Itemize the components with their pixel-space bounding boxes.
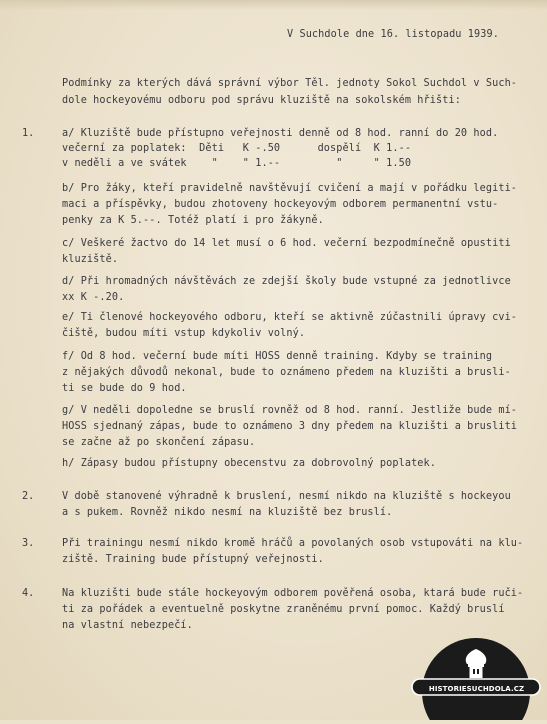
clause-d-line-1: d/ Při hromadných návštěvách ze zdejší školy bude vstupné za jednotlivce xyxy=(62,276,511,287)
date-line: V Suchdole dne 16. listopadu 1939. xyxy=(287,29,499,40)
section-number-1: 1. xyxy=(22,128,35,139)
church-tower-icon xyxy=(406,636,547,720)
section-2-line-1: V době stanovené výhradně k bruslení, nesmí nikdo na kluziště s hockeyou xyxy=(62,491,511,502)
intro-line-1: Podmínky za kterých dává správní výbor Těl. jednoty Sokol Suchdol v Such- xyxy=(62,78,518,89)
clause-f-line-3: ti se bude do 9 hod. xyxy=(62,383,187,394)
intro-line-2: dole hockeyovému odboru pod správu kluziště na sokolském hřišti: xyxy=(62,95,461,106)
clause-a-line-1: a/ Kluziště bude přístupno veřejnosti denně od 8 hod. ranní do 20 hod. xyxy=(62,128,499,139)
clause-e-line-1: e/ Ti členové hockeyového odboru, kteří se aktivně zúčastnili úpravy cvi- xyxy=(62,312,518,323)
watermark-text: HISTORIESUCHDOLA.CZ xyxy=(428,685,525,693)
clause-g-line-2: HOSS sjednaný zápas, bude to oznámeno 3 dny předem na kluzišti a brusliti xyxy=(62,421,518,432)
section-4-line-2: ti za pořádek a eventuelně poskytne zraněnému první pomoc. Každý bruslí xyxy=(62,604,505,615)
clause-g-line-3: se začne až po skončení zápasu. xyxy=(62,437,256,448)
clause-f-line-2: z nějakých důvodů nekonal, bude to oznámeno předem na kluzišti a brusli- xyxy=(62,367,511,378)
clause-c-line-2: kluziště. xyxy=(62,254,119,265)
section-number-4: 4. xyxy=(22,588,35,599)
clause-e-line-2: čiště, budou míti vstup kdykoliv volný. xyxy=(62,328,306,339)
section-4-line-1: Na kluzišti bude stále hockeyovým odborem pověřená osoba, ktará bude ruči- xyxy=(62,588,524,599)
clause-g-line-1: g/ V neděli dopoledne se bruslí rovněž od 8 hod. ranní. Jestliže bude mí- xyxy=(62,405,518,416)
clause-d-line-2: xx K -.20. xyxy=(62,292,125,303)
section-3-line-1: Při trainingu nesmí nikdo kromě hráčů a povolaných osob vstupováti na klu- xyxy=(62,538,524,549)
clause-f-line-1: f/ Od 8 hod. večerní bude míti HOSS denně training. Kdyby se training xyxy=(62,351,493,362)
section-2-line-2: a s pukem. Rovněž nikdo nesmí na kluziště bez bruslí. xyxy=(62,507,393,518)
section-3-line-2: ziště. Training bude přístupný veřejnosti. xyxy=(62,554,324,565)
section-number-3: 3. xyxy=(22,538,35,549)
clause-c-line-1: c/ Veškeré žactvo do 14 let musí o 6 hod. večerní bezpodmínečně opustiti xyxy=(62,238,511,249)
clause-a-line-2: večerní za poplatek: Děti K -.50 dospělí K 1.-- xyxy=(62,143,412,154)
clause-h-line-1: h/ Zápasy budou přístupny obecenstvu za dobrovolný poplatek. xyxy=(62,458,437,469)
clause-b-line-3: penky za K 5.--. Totéž platí i pro žákyně. xyxy=(62,215,324,226)
section-number-2: 2. xyxy=(22,491,35,502)
paper-edge-shadow xyxy=(0,0,547,10)
clause-b-line-1: b/ Pro žáky, kteří pravidelně navštěvují cvičení a mají v pořádku legiti- xyxy=(62,183,518,194)
clause-b-line-2: maci a příspěvky, budou zhotoveny hockeyovým odborem permanentní vstu- xyxy=(62,199,499,210)
watermark-logo[interactable] xyxy=(406,636,547,720)
clause-a-line-3: v neděli a ve svátek " " 1.-- " " 1.50 xyxy=(62,158,412,169)
section-4-line-3: na vlastní nebezpečí. xyxy=(62,620,193,631)
